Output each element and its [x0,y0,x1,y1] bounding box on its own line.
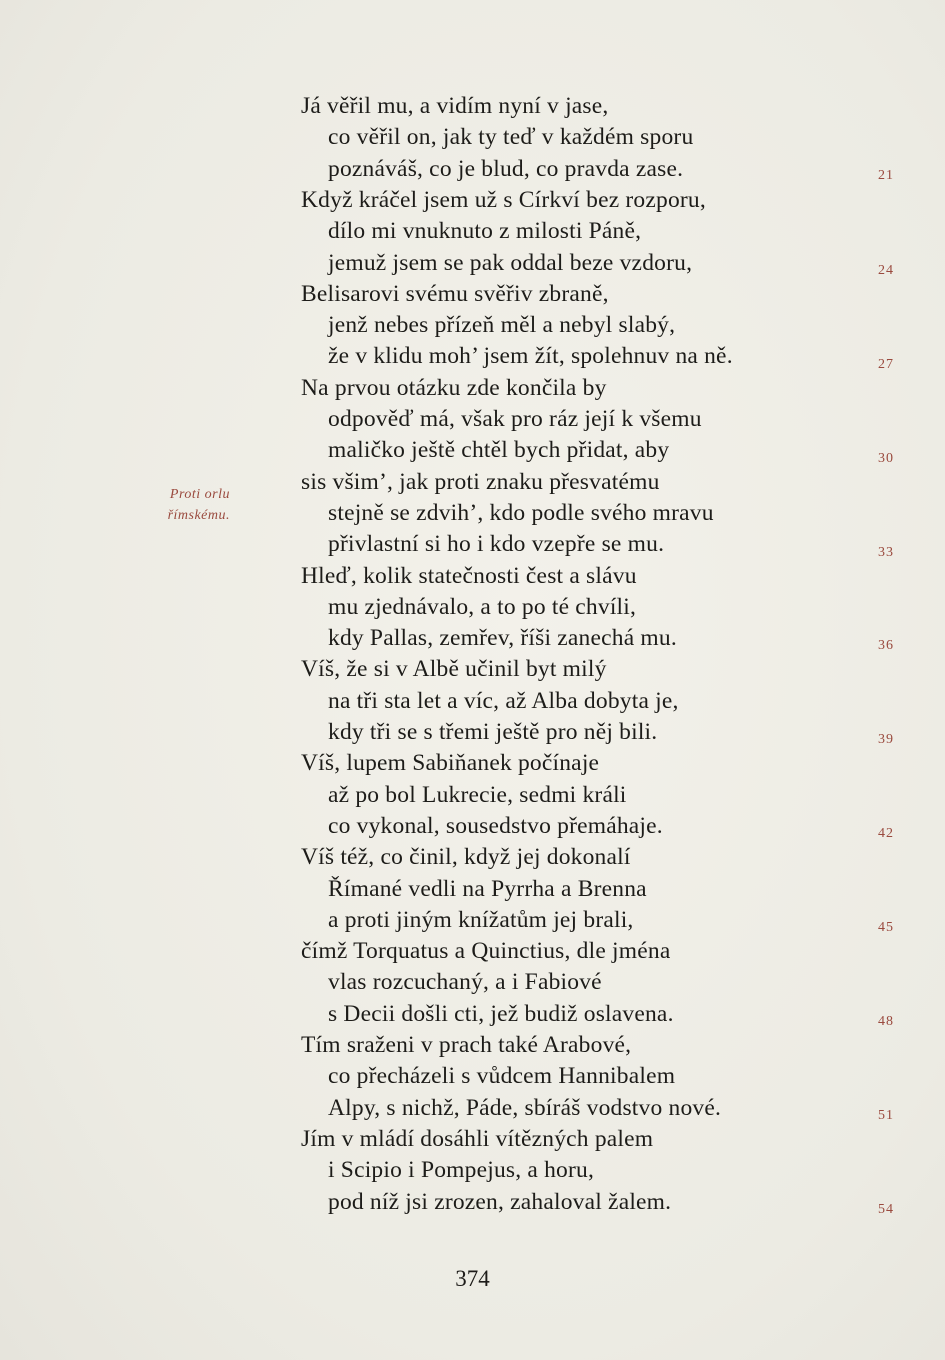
verse-line: na tři sta let a víc, až Alba dobyta je, [328,687,679,714]
verse-line: kdy tři se s třemi ještě pro něj bili. [328,719,658,745]
line-number: 42 [878,826,894,841]
verse-line: s Decii došli cti, jež budiž oslavena. [328,1000,674,1027]
margin-note-line-1: Proti orlu [169,487,230,502]
verse-line: čímž Torquatus a Quinctius, dle jména [301,938,671,965]
verse-line: sis všim’, jak proti znaku přesvatému [301,468,660,495]
verse-line: co přecházeli s vůdcem Hannibalem [328,1063,676,1090]
verse-line: dílo mi vnuknuto z milosti Páně, [328,218,642,245]
line-number: 48 [878,1014,894,1029]
verse-line: poznáváš, co je blud, co pravda zase. [328,155,684,182]
line-number: 51 [878,1108,894,1123]
line-number: 45 [878,920,894,935]
line-number: 30 [878,451,894,466]
verse-line: mu zjednávalo, a to po té chvíli, [328,593,637,620]
page-number: 374 [455,1266,490,1291]
verse-line: co věřil on, jak ty teď v každém sporu [328,124,694,151]
verse-line: přivlastní si ho i kdo vzepře se mu. [328,531,665,558]
verse-line: co vykonal, sousedstvo přemáhaje. [328,812,663,839]
margin-note-line-2: římskému. [167,508,230,523]
line-number: 54 [878,1202,894,1217]
verse-line: maličko ještě chtěl bych přidat, aby [328,437,670,464]
line-number: 21 [878,168,894,183]
verse-line: odpověď má, však pro ráz její k všemu [328,406,702,432]
verse-line: Jím v mládí dosáhli vítězných palem [301,1125,654,1152]
line-number: 24 [878,263,894,278]
verse-line: pod níž jsi zrozen, zahaloval žalem. [328,1188,672,1215]
verse-line: až po bol Lukrecie, sedmi králi [328,781,627,808]
verse-line: jemuž jsem se pak oddal beze vzdoru, [328,249,693,276]
verse-line: Víš, lupem Sabiňanek počínaje [301,750,600,777]
verse-line: i Scipio i Pompejus, a horu, [328,1157,595,1184]
verse-line: Na prvou otázku zde končila by [301,374,607,401]
verse-line: a proti jiným knížatům jej brali, [328,906,634,933]
line-number: 39 [878,732,894,747]
verse-line: Alpy, s nichž, Páde, sbíráš vodstvo nové. [328,1094,722,1121]
verse-line: stejně se zdvih’, kdo podle svého mravu [328,499,714,526]
verse-line: Když kráčel jsem už s Církví bez rozporu, [301,186,706,213]
verse-line: Hleď, kolik statečnosti čest a slávu [301,562,637,589]
margin-note [120,484,230,526]
line-number: 36 [878,638,894,653]
verse-line: Římané vedli na Pyrrha a Brenna [328,875,647,902]
verse-line: Víš, že si v Albě učinil byt milý [301,656,607,683]
line-number: 33 [878,545,894,560]
line-number: 27 [878,357,894,372]
verse-line: jenž nebes přízeň měl a nebyl slabý, [328,312,676,339]
verse-line: Víš též, co činil, když jej dokonalí [301,844,631,871]
verse-line: Tím sraženi v prach také Arabové, [301,1032,632,1058]
verse-line: Já věřil mu, a vidím nyní v jase, [301,93,609,119]
verse-line: Belisarovi svému svěřiv zbraně, [301,280,609,307]
verse-line: že v klidu moh’ jsem žít, spolehnuv na ně. [328,343,733,370]
verse-line: vlas rozcuchaný, a i Fabiové [328,969,602,996]
verse-line: kdy Pallas, zemřev, říši zanechá mu. [328,625,677,652]
